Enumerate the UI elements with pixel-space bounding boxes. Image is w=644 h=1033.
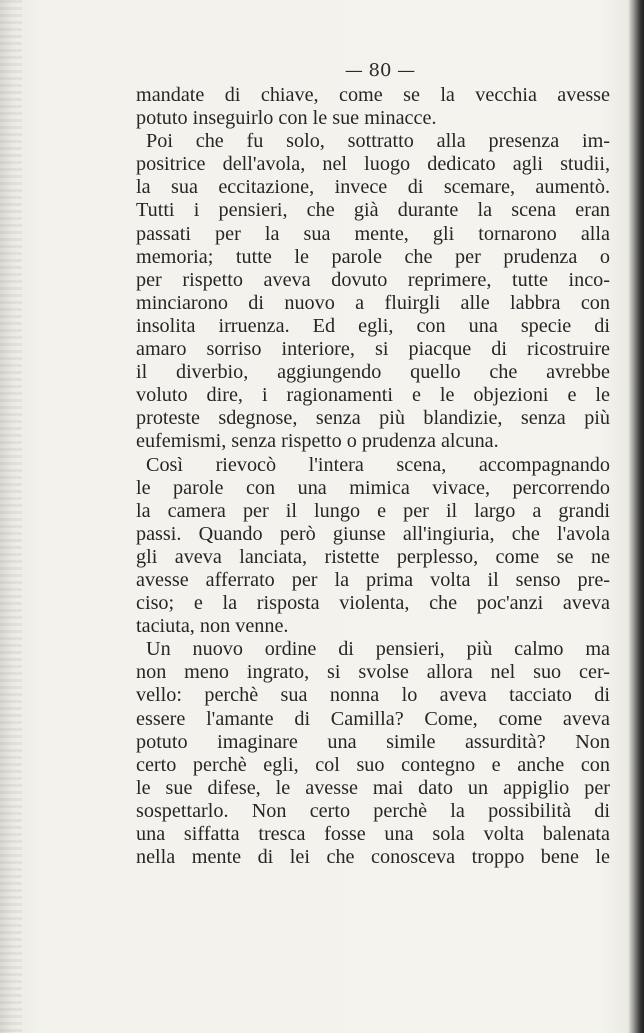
text-line: eufemismi, senza rispetto o prudenza alcuna. bbox=[136, 430, 499, 453]
text-line: passi. Quando però giunse all'ingiuria, che l'avola bbox=[136, 522, 610, 545]
page-number: — 80 — bbox=[344, 60, 416, 81]
text-line: voluto dire, i ragionamenti e le objezioni e le bbox=[136, 384, 610, 407]
text-line: vello: perchè sua nonna lo aveva tacciato di bbox=[136, 684, 610, 707]
text-line: il diverbio, aggiungendo quello che avrebbe bbox=[136, 361, 610, 384]
binding-gutter bbox=[0, 0, 22, 1033]
text-line: una siffatta tresca fosse una sola volta balenata bbox=[136, 823, 610, 845]
text-line: per rispetto aveva dovuto reprimere, tutte inco- bbox=[136, 268, 610, 291]
text-line: minciarono di nuovo a fluirgli alle labbra con bbox=[136, 291, 610, 314]
text-line: Così rievocò l'intera scena, accompagnando bbox=[146, 453, 610, 476]
text-line: nella mente di lei che conosceva troppo bene le bbox=[136, 846, 610, 869]
text-line: certo perchè egli, col suo contegno e anche con bbox=[136, 753, 610, 776]
text-line: non meno ingrato, si svolse allora nel suo cer- bbox=[136, 661, 610, 684]
text-line: gli aveva lanciata, ristette perplesso, come se ne bbox=[136, 545, 610, 568]
text-line: Tutti i pensieri, che già durante la scena eran bbox=[136, 199, 610, 222]
text-line: ciso; e la risposta violenta, che poc'anzi aveva bbox=[136, 592, 610, 615]
text-line: amaro sorriso interiore, si piacque di ricostruire bbox=[136, 338, 610, 361]
text-line: avesse afferrato per la prima volta il senso pre- bbox=[136, 568, 610, 591]
text-line: mandate di chiave, come se la vecchia avesse bbox=[136, 84, 610, 106]
text-line: passati per la sua mente, gli tornarono alla bbox=[136, 222, 610, 245]
text-line: memoria; tutte le parole che per prudenza o bbox=[136, 245, 610, 268]
text-line: le sue difese, le avesse mai dato un appiglio per bbox=[136, 776, 610, 799]
text-line: sospettarlo. Non certo perchè la possibilità di bbox=[136, 799, 610, 822]
text-line: potuto imaginare una simile assurdità? Non bbox=[136, 730, 610, 753]
text-line: Un nuovo ordine di pensieri, più calmo ma bbox=[146, 638, 610, 661]
body-text bbox=[136, 84, 610, 869]
text-line: insolita irruenza. Ed egli, con una specie di bbox=[136, 314, 610, 337]
text-line: la camera per il lungo e per il largo a grandi bbox=[136, 499, 610, 522]
text-line: essere l'amante di Camilla? Come, come aveva bbox=[136, 707, 610, 730]
text-line: positrice dell'avola, nel luogo dedicato agli studii, bbox=[136, 153, 610, 176]
text-line: Poi che fu solo, sottratto alla presenza im- bbox=[146, 130, 610, 153]
text-line: le parole con una mimica vivace, percorrendo bbox=[136, 476, 610, 499]
text-line: la sua eccitazione, invece di scemare, aumentò. bbox=[136, 176, 610, 199]
text-line: taciuta, non venne. bbox=[136, 615, 289, 638]
text-line: proteste sdegnose, senza più blandizie, senza più bbox=[136, 407, 610, 430]
text-line: potuto inseguirlo con le sue minacce. bbox=[136, 107, 437, 130]
